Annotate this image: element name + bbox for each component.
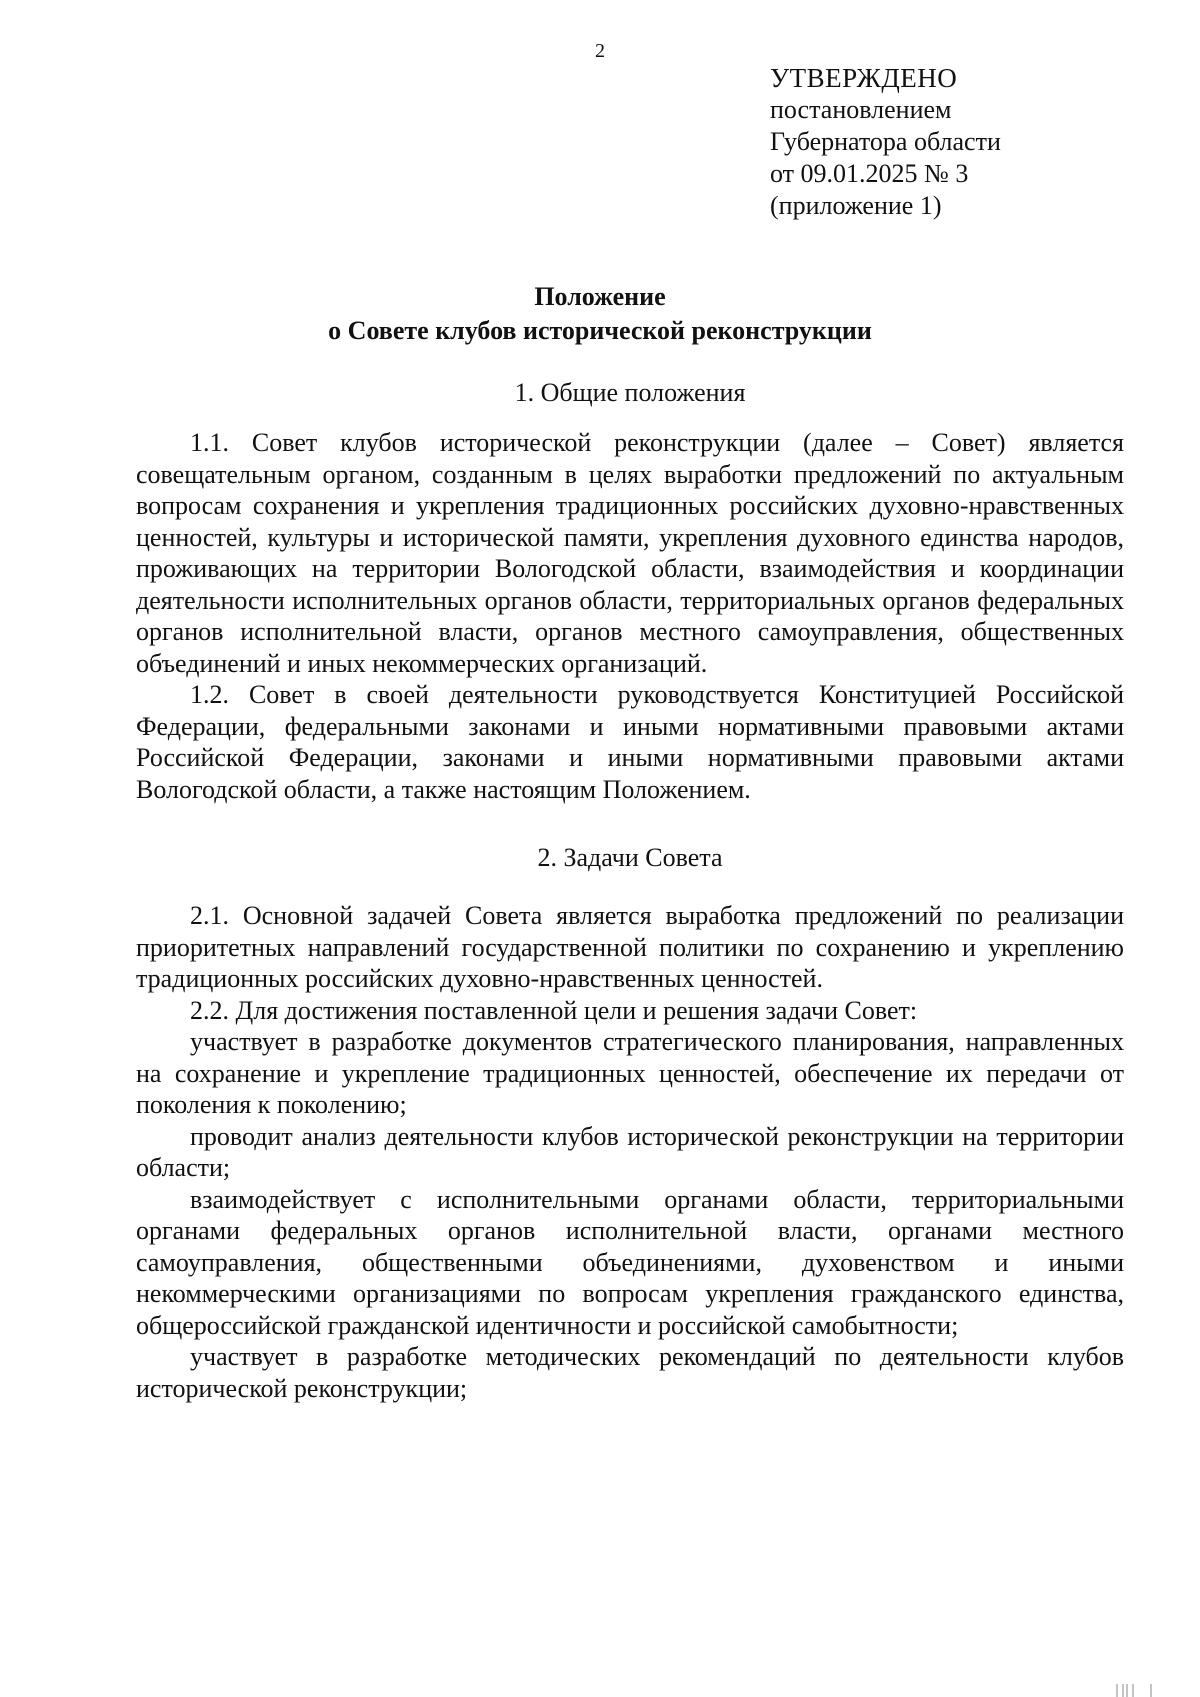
document-title-block: [0, 280, 1200, 348]
approval-appendix: (приложение 1): [770, 191, 942, 220]
approval-date-number: от 09.01.2025 № 3: [770, 159, 969, 188]
approval-block: [770, 62, 1170, 222]
approval-stamp: УТВЕРЖДЕНО: [770, 63, 958, 93]
approval-line: Губернатора области: [770, 127, 1001, 156]
section-body-tasks: [136, 900, 1124, 1404]
page-number: 2: [595, 40, 605, 62]
paragraph-1-2: 1.2. Совет в своей деятельности руководствуется Конституцией Российской Федерации, федеральными законами и иными нормативными правовыми актами Российской Федерации, законами и иными нормативными правовыми актами Вологодской области, а также настоящим Положением.: [136, 680, 1124, 804]
section-heading-general: 1. Общие положения: [514, 378, 746, 407]
approval-line: постановлением: [770, 95, 952, 124]
list-item: проводит анализ деятельности клубов исторической реконструкции на территории области;: [136, 1121, 1124, 1182]
list-item: взаимодействует с исполнительными органами области, территориальными органами федеральных органов исполнительной власти, органами местного самоуправления, общественными объединениями, духовенством и иными некоммерческими организациями по вопросам укрепления гражданского единства, общероссийской гражданской идентичности и российской самобытности;: [136, 1184, 1124, 1340]
document-title: Положение: [534, 282, 666, 311]
paragraph-2-1: 2.1. Основной задачей Совета является выработка предложений по реализации приоритетных направлений государственной политики по сохранению и укреплению традиционных российских духовно-нравственных ценностей.: [136, 901, 1124, 993]
list-item: участвует в разработке методических рекомендаций по деятельности клубов исторической реконструкции;: [136, 1342, 1124, 1403]
scan-edge-marks: [1115, 1684, 1155, 1697]
paragraph-2-2: 2.2. Для достижения поставленной цели и решения задачи Совет:: [190, 995, 918, 1025]
list-item: участвует в разработке документов стратегического планирования, направленных на сохранение и укрепление традиционных ценностей, обеспечение их передачи от поколения к поколению;: [136, 1027, 1124, 1119]
document-subtitle: о Совете клубов исторической реконструкции: [328, 316, 872, 345]
paragraph-1-1: 1.1. Совет клубов исторической реконструкции (далее – Совет) является совещательным органом, созданным в целях выработки предложений по актуальным вопросам сохранения и укрепления традиционных российских духовно-нравственных ценностей, культуры и исторической памяти, укрепления духовного единства народов, проживающих на территории Вологодской области, взаимодействия и координации деятельности исполнительных органов области, территориальных органов федеральных органов исполнительной власти, органов местного самоуправления, общественных объединений и иных некоммерческих организаций.: [136, 428, 1124, 678]
section-heading-tasks: 2. Задачи Совета: [537, 843, 723, 872]
section-body-general: [136, 427, 1124, 805]
